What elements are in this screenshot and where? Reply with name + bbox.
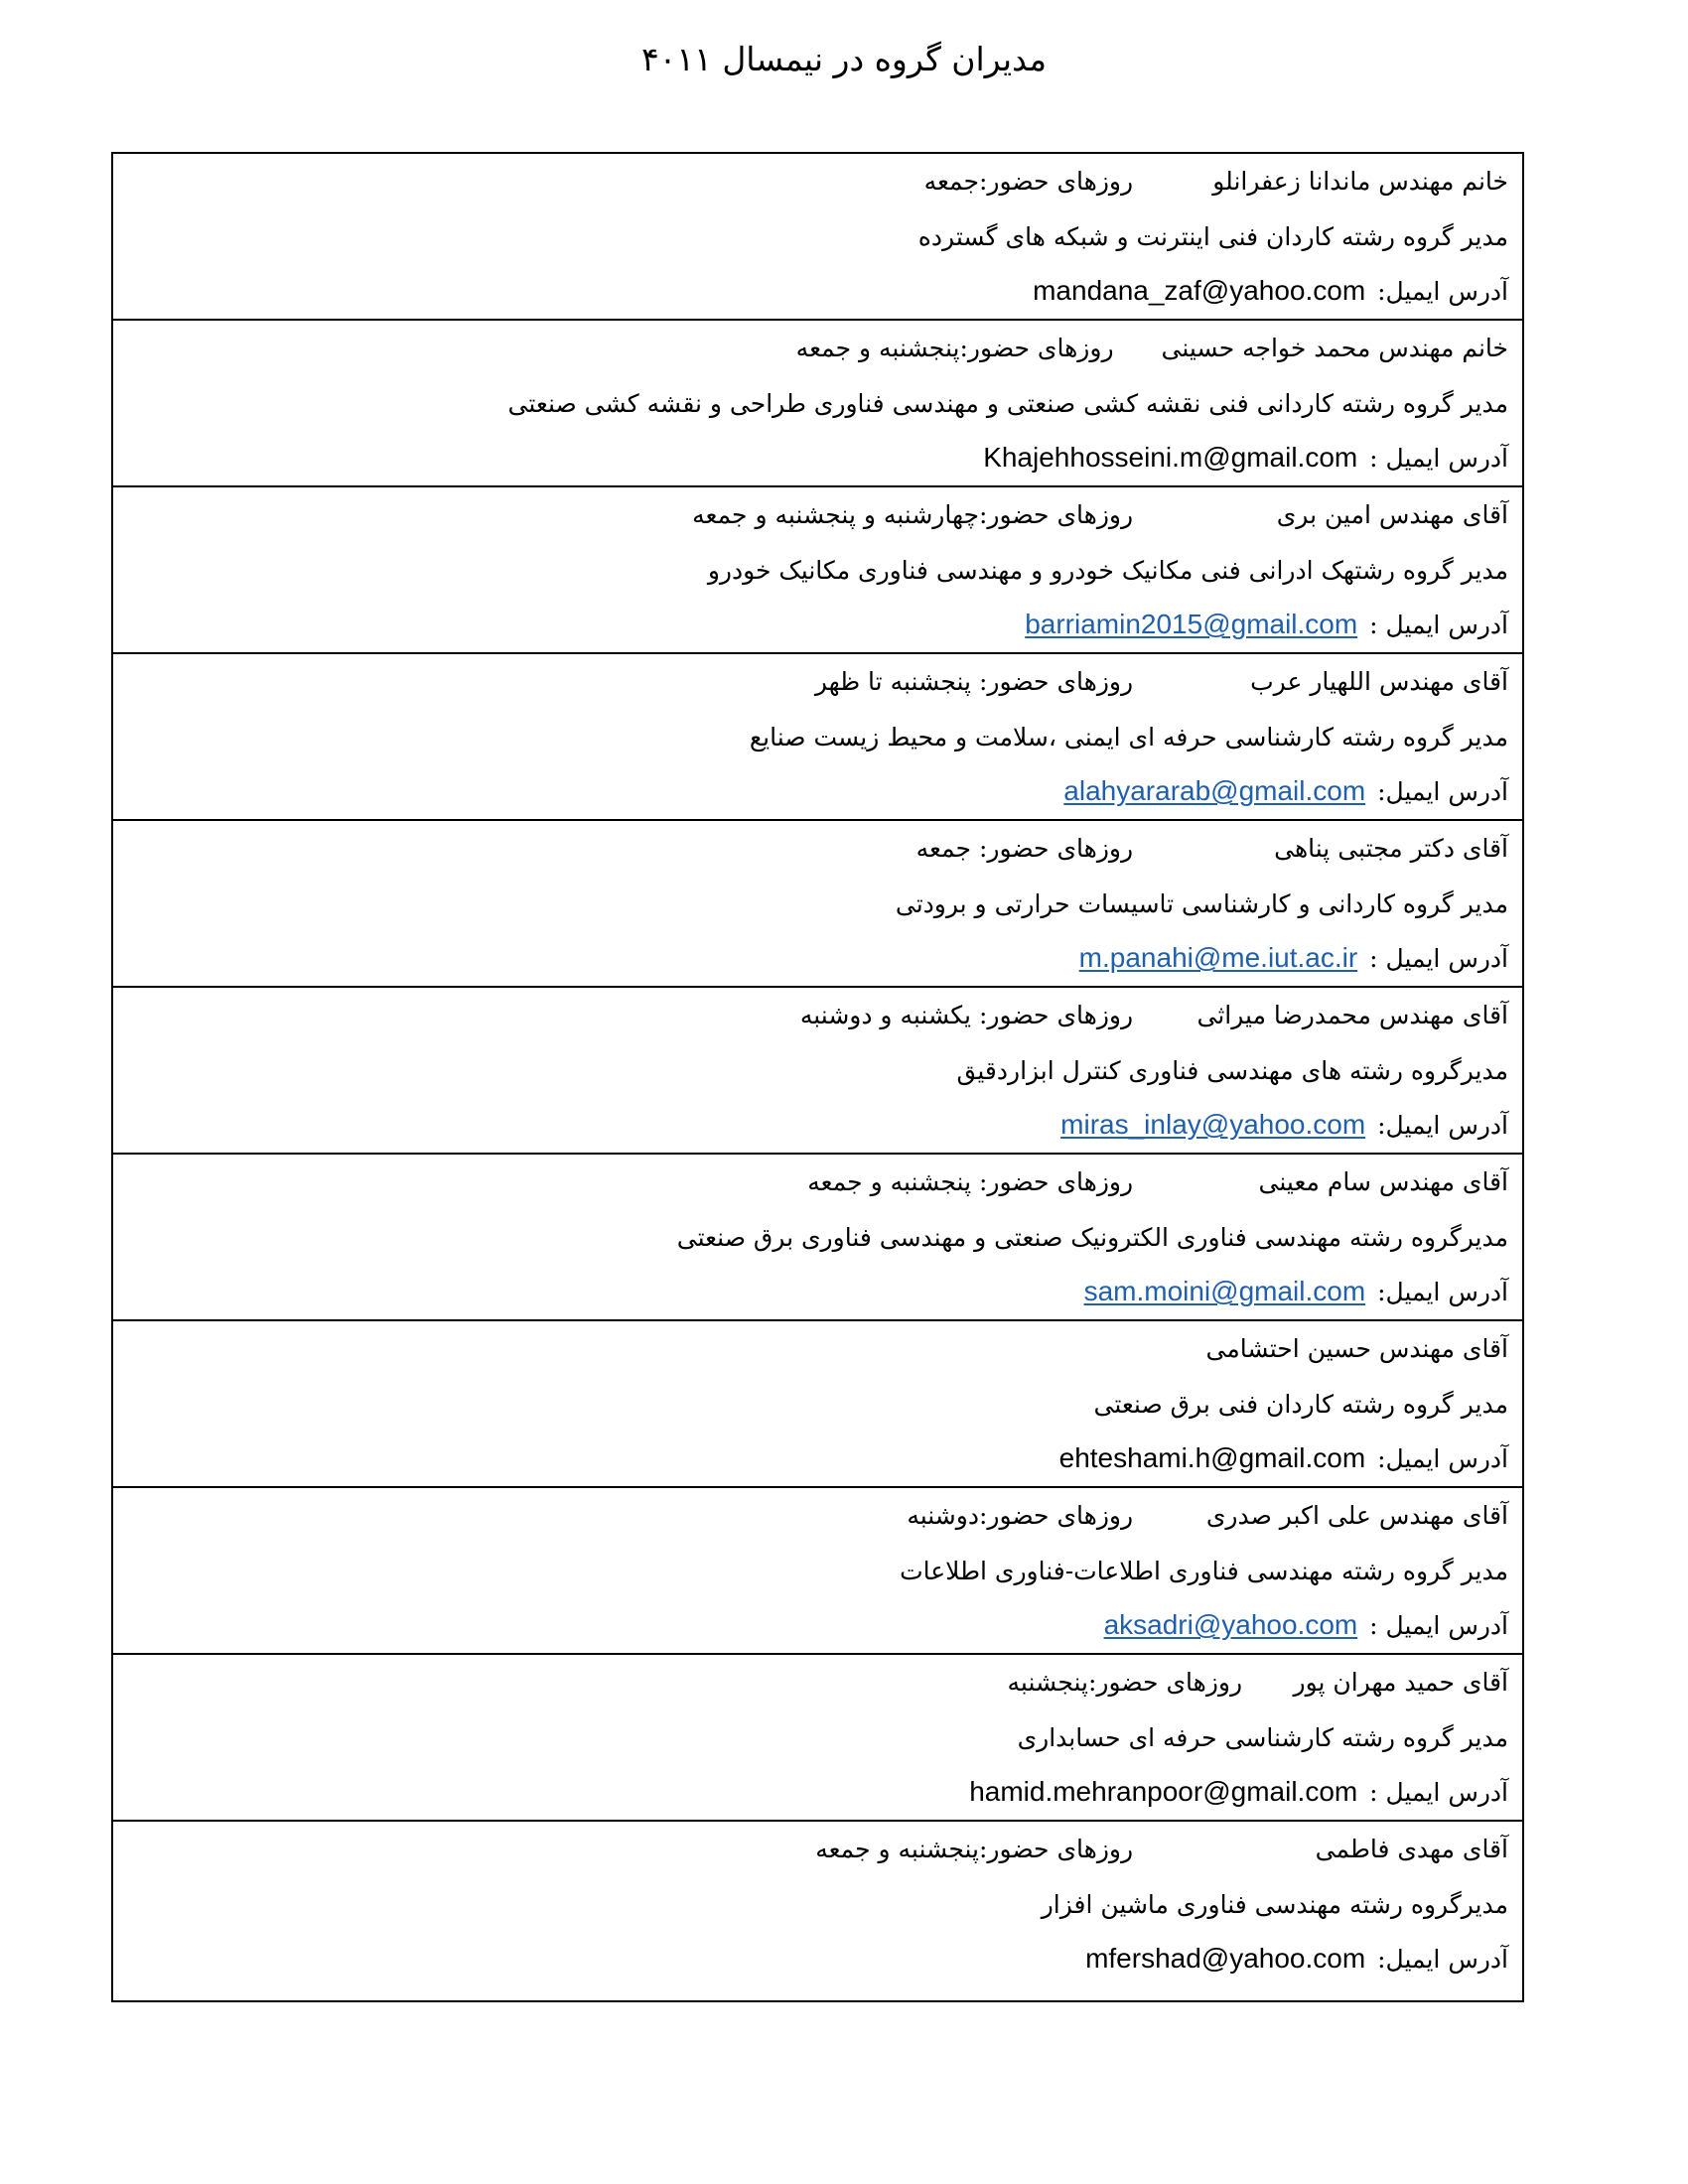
manager-row xyxy=(113,1155,1522,1321)
email-line xyxy=(1085,1937,1508,1981)
manager-group: مدیر گروه کاردانی و کارشناسی تاسیسات حرارتی و برودتی xyxy=(895,889,1508,918)
email-line xyxy=(1063,769,1508,814)
manager-row xyxy=(113,321,1522,487)
email-label: آدرس ایمیل : xyxy=(1369,444,1508,473)
manager-header-line xyxy=(800,996,1508,1035)
manager-group: مدیر گروه رشته کاردان فنی اینترنت و شبکه های گسترده xyxy=(917,222,1508,251)
manager-header-line xyxy=(1008,1663,1508,1703)
manager-header-line xyxy=(692,495,1508,535)
manager-header-line xyxy=(815,662,1508,702)
email-address: hamid.mehranpoor@gmail.com xyxy=(969,1776,1358,1807)
manager-name: آقای حمید مهران پور xyxy=(1293,1668,1508,1697)
manager-row xyxy=(113,1321,1522,1488)
email-address: mandana_zaf@yahoo.com xyxy=(1033,275,1366,306)
manager-row xyxy=(113,1655,1522,1822)
manager-group: مدیر گروه رشته کاردان فنی برق صنعتی xyxy=(1093,1390,1508,1419)
manager-group: مدیرگروه رشته های مهندسی فناوری کنترل ابزاردقیق xyxy=(956,1056,1508,1085)
manager-group: مدیر گروه رشته کارشناسی حرفه ای حسابداری xyxy=(1017,1723,1508,1752)
attendance-days: روزهای حضور: پنجشنبه و جمعه xyxy=(807,1167,1134,1196)
manager-row xyxy=(113,654,1522,821)
manager-group: مدیر گروه رشته مهندسی فناوری اطلاعات-فناوری اطلاعات xyxy=(900,1557,1508,1585)
manager-group: مدیر گروه رشتهک ادرانی فنی مکانیک خودرو و مهندسی فناوری مکانیک خودرو xyxy=(707,556,1508,585)
manager-row xyxy=(113,988,1522,1155)
manager-row xyxy=(113,487,1522,654)
page-title: مدیران گروه در نیمسال ۴۰۱۱ xyxy=(640,40,1048,78)
email-link[interactable]: m.panahi@me.iut.ac.ir xyxy=(1078,942,1358,973)
attendance-days: روزهای حضور:پنجشنبه xyxy=(1007,1668,1243,1697)
email-link[interactable]: miras_inlay@yahoo.com xyxy=(1060,1109,1366,1140)
manager-group: مدیر گروه رشته کارشناسی حرفه ای ایمنی ،سلامت و محیط زیست صنایع xyxy=(749,723,1508,751)
managers-table xyxy=(111,152,1524,2002)
email-link[interactable]: alahyararab@gmail.com xyxy=(1063,775,1366,806)
manager-header-line xyxy=(815,1830,1508,1869)
email-line xyxy=(1060,1103,1508,1148)
manager-name: آقای مهندس سام معینی xyxy=(1258,1167,1508,1196)
email-label: آدرس ایمیل: xyxy=(1377,277,1508,306)
attendance-days: روزهای حضور:دوشنبه xyxy=(907,1501,1134,1530)
manager-name: خانم مهندس محمد خواجه حسینی xyxy=(1161,334,1508,362)
manager-group: مدیرگروه رشته مهندسی فناوری الکترونیک صنعتی و مهندسی فناوری برق صنعتی xyxy=(676,1223,1508,1252)
manager-header-line xyxy=(807,1162,1508,1202)
attendance-days: روزهای حضور: یکشنبه و دوشنبه xyxy=(799,1001,1134,1029)
email-address: Khajehhosseini.m@gmail.com xyxy=(983,442,1358,473)
manager-name: آقای مهندس محمدرضا میراثی xyxy=(1196,1001,1508,1029)
email-line xyxy=(969,1770,1508,1815)
attendance-days: روزهای حضور:پنجشنبه و جمعه xyxy=(815,1835,1134,1863)
email-line xyxy=(1104,1603,1508,1648)
attendance-days: روزهای حضور: جمعه xyxy=(915,834,1134,863)
email-link[interactable]: barriamin2015@gmail.com xyxy=(1025,609,1358,639)
manager-name: آقای مهندس علی اکبر صدری xyxy=(1205,1501,1508,1530)
email-link[interactable]: sam.moini@gmail.com xyxy=(1083,1276,1366,1306)
manager-name: آقای مهندس حسین احتشامی xyxy=(1205,1334,1508,1363)
email-label: آدرس ایمیل: xyxy=(1377,1945,1508,1974)
email-link[interactable]: aksadri@yahoo.com xyxy=(1103,1609,1358,1640)
email-line xyxy=(1084,1270,1508,1314)
email-label: آدرس ایمیل: xyxy=(1377,1111,1508,1140)
manager-name: آقای دکتر مجتبی پناهی xyxy=(1274,834,1508,863)
email-line xyxy=(1079,936,1508,981)
email-label: آدرس ایمیل : xyxy=(1369,1611,1508,1640)
attendance-days: روزهای حضور:پنجشنبه و جمعه xyxy=(795,334,1114,362)
manager-name: خانم مهندس ماندانا زعفرانلو xyxy=(1212,167,1508,196)
attendance-days: روزهای حضور: پنجشنبه تا ظهر xyxy=(814,667,1134,696)
email-line xyxy=(1059,1436,1508,1481)
email-line xyxy=(1033,269,1508,314)
email-label: آدرس ایمیل: xyxy=(1377,777,1508,806)
manager-header-line xyxy=(796,329,1508,368)
manager-row xyxy=(113,1822,1522,2000)
manager-name: آقای مهندس اللهیار عرب xyxy=(1250,667,1508,696)
manager-row xyxy=(113,821,1522,988)
manager-header-line xyxy=(1181,1329,1508,1369)
attendance-days: روزهای حضور:جمعه xyxy=(923,167,1134,196)
email-label: آدرس ایمیل: xyxy=(1377,1444,1508,1473)
manager-header-line xyxy=(907,1496,1508,1536)
email-address: ehteshami.h@gmail.com xyxy=(1058,1442,1366,1473)
manager-header-line xyxy=(916,829,1508,869)
manager-row xyxy=(113,1488,1522,1655)
manager-name: آقای مهندس امین بری xyxy=(1276,500,1508,529)
email-line xyxy=(1025,603,1508,647)
email-label: آدرس ایمیل: xyxy=(1377,1278,1508,1306)
email-label: آدرس ایمیل : xyxy=(1369,611,1508,639)
manager-name: آقای مهدی فاطمی xyxy=(1315,1835,1508,1863)
attendance-days: روزهای حضور:چهارشنبه و پنجشنبه و جمعه xyxy=(692,500,1134,529)
email-address: mfershad@yahoo.com xyxy=(1085,1943,1366,1974)
manager-row xyxy=(113,154,1522,321)
email-label: آدرس ایمیل : xyxy=(1369,1778,1508,1807)
manager-group: مدیرگروه رشته مهندسی فناوری ماشین افزار xyxy=(1041,1890,1508,1919)
email-line xyxy=(983,436,1508,480)
manager-group: مدیر گروه رشته کاردانی فنی نقشه کشی صنعتی و مهندسی فناوری طراحی و نقشه کشی صنعتی xyxy=(507,389,1508,418)
email-label: آدرس ایمیل : xyxy=(1369,944,1508,973)
manager-header-line xyxy=(924,162,1508,202)
